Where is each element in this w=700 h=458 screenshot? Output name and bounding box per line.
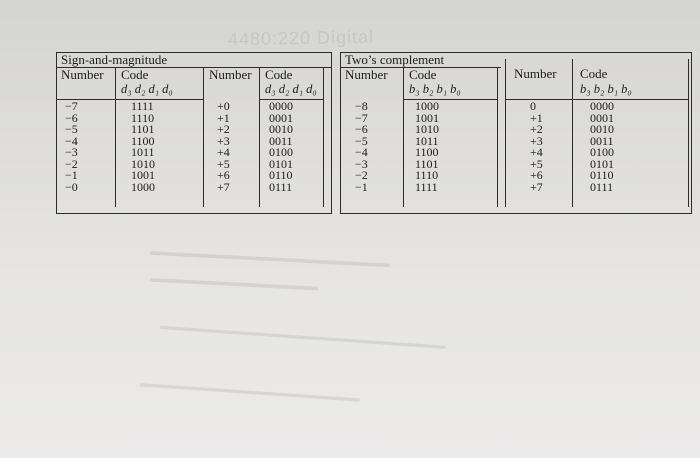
section-title: Two’s complement (345, 52, 445, 67)
header-divider (57, 99, 203, 100)
sign-magnitude-positive-table (203, 67, 324, 207)
code-bit-labels: d₃ d₂ d₁ d₀ (265, 82, 317, 96)
background-bleed-line: ▬▬▬▬▬▬▬▬▬▬▬▬▬▬▬▬▬▬▬▬ (139, 377, 361, 405)
code-cell: 0101 (590, 156, 614, 171)
number-cell: −3 (355, 156, 368, 171)
number-header: Number (209, 67, 252, 82)
number-cell: +7 (530, 179, 543, 194)
code-cell: 1110 (415, 168, 439, 182)
code-header: Code (580, 66, 608, 81)
number-cell: −6 (65, 110, 78, 125)
code-cell: 1000 (415, 99, 439, 113)
code-cell: 0110 (269, 168, 293, 182)
code-cell: 0011 (590, 133, 614, 148)
number-cell: +5 (217, 156, 230, 171)
code-header: Code (409, 67, 437, 82)
number-header: Number (514, 66, 557, 81)
code-cell: 0011 (269, 133, 293, 148)
code-cell: 0010 (590, 122, 614, 136)
code-cell: 0111 (269, 179, 293, 194)
code-cell: 1101 (415, 156, 439, 171)
code-bit-labels: d₃ d₂ d₁ d₀ (121, 82, 173, 96)
code-cell: 1100 (415, 145, 439, 159)
background-bleed-line: ▬▬▬▬▬▬▬▬▬▬▬▬▬▬▬▬▬▬▬▬ (149, 243, 391, 271)
column-divider (259, 67, 260, 207)
number-cell: −6 (355, 122, 368, 136)
number-column (355, 101, 368, 193)
code-header: Code (121, 67, 149, 82)
number-cell: +4 (530, 145, 543, 159)
number-cell: +2 (217, 122, 230, 136)
code-cell: 1001 (131, 168, 155, 182)
number-cell: +7 (217, 179, 230, 194)
code-cell: 1000 (131, 179, 155, 194)
code-cell: 0100 (269, 145, 293, 159)
code-column (131, 101, 155, 193)
code-cell: 1111 (415, 179, 438, 194)
code-bit-labels: b₃ b₂ b₁ b₀ (409, 82, 461, 96)
code-cell: 0000 (590, 99, 614, 113)
number-cell: −4 (65, 133, 78, 148)
number-cell: −1 (355, 179, 368, 194)
code-cell: 0101 (269, 156, 293, 171)
number-cell: −8 (355, 99, 368, 113)
number-cell: −7 (355, 110, 368, 125)
code-cell: 1010 (131, 156, 155, 171)
code-cell: 0001 (590, 110, 614, 125)
number-cell: 0 (530, 99, 536, 113)
number-cell: +4 (217, 145, 230, 159)
number-column (217, 101, 230, 193)
number-header: Number (345, 67, 388, 82)
sign-magnitude-section (56, 52, 332, 214)
number-column (530, 101, 543, 193)
number-cell: +3 (530, 133, 543, 148)
code-cell: 1101 (131, 122, 155, 136)
number-cell: −5 (65, 122, 78, 136)
code-cell: 0100 (590, 145, 614, 159)
code-cell: 1100 (131, 133, 155, 148)
number-cell: −4 (355, 145, 368, 159)
column-divider (403, 67, 404, 207)
twos-complement-section (340, 52, 692, 214)
column-divider (115, 67, 116, 207)
number-cell: +1 (217, 110, 230, 125)
number-cell: +2 (530, 122, 543, 136)
number-cell: −0 (65, 179, 78, 194)
number-cell: −5 (355, 133, 368, 148)
background-bleed-line: ▬▬▬▬▬▬▬▬▬▬▬▬▬▬▬▬▬▬▬▬▬▬▬▬▬▬ (159, 320, 447, 352)
sign-magnitude-negative-table (57, 67, 204, 207)
twos-complement-positive-table (505, 59, 689, 207)
number-cell: −7 (65, 99, 78, 113)
number-cell: +6 (530, 168, 543, 182)
code-cell: 0111 (590, 179, 614, 194)
section-title: Sign-and-magnitude (61, 52, 168, 67)
code-cell: 0000 (269, 99, 293, 113)
number-cell: −2 (355, 168, 368, 182)
code-cell: 1110 (131, 110, 155, 125)
number-column (65, 101, 78, 193)
code-cell: 1111 (131, 99, 154, 113)
number-cell: +0 (217, 99, 230, 113)
code-cell: 0110 (590, 168, 614, 182)
number-cell: +5 (530, 156, 543, 171)
background-bleed-line: ▬▬▬▬▬▬▬▬▬▬▬▬▬▬ (149, 270, 319, 294)
code-cell: 0001 (269, 110, 293, 125)
background-bleed-text: 4480:220 Digital (227, 26, 375, 50)
twos-complement-negative-table (341, 67, 498, 207)
code-bit-labels: b₃ b₂ b₁ b₀ (580, 82, 632, 96)
number-cell: +1 (530, 110, 543, 125)
code-column (269, 101, 293, 193)
code-cell: 0010 (269, 122, 293, 136)
code-header: Code (265, 67, 293, 82)
code-cell: 1001 (415, 110, 439, 125)
number-header: Number (61, 67, 104, 82)
code-cell: 1010 (415, 122, 439, 136)
code-cell: 1011 (415, 133, 439, 148)
code-column (590, 101, 614, 193)
code-column (415, 101, 439, 193)
number-cell: −3 (65, 145, 78, 159)
number-cell: −1 (65, 168, 78, 182)
number-cell: +3 (217, 133, 230, 148)
number-cell: +6 (217, 168, 230, 182)
code-cell: 1011 (131, 145, 155, 159)
number-cell: −2 (65, 156, 78, 171)
column-divider (572, 59, 573, 207)
